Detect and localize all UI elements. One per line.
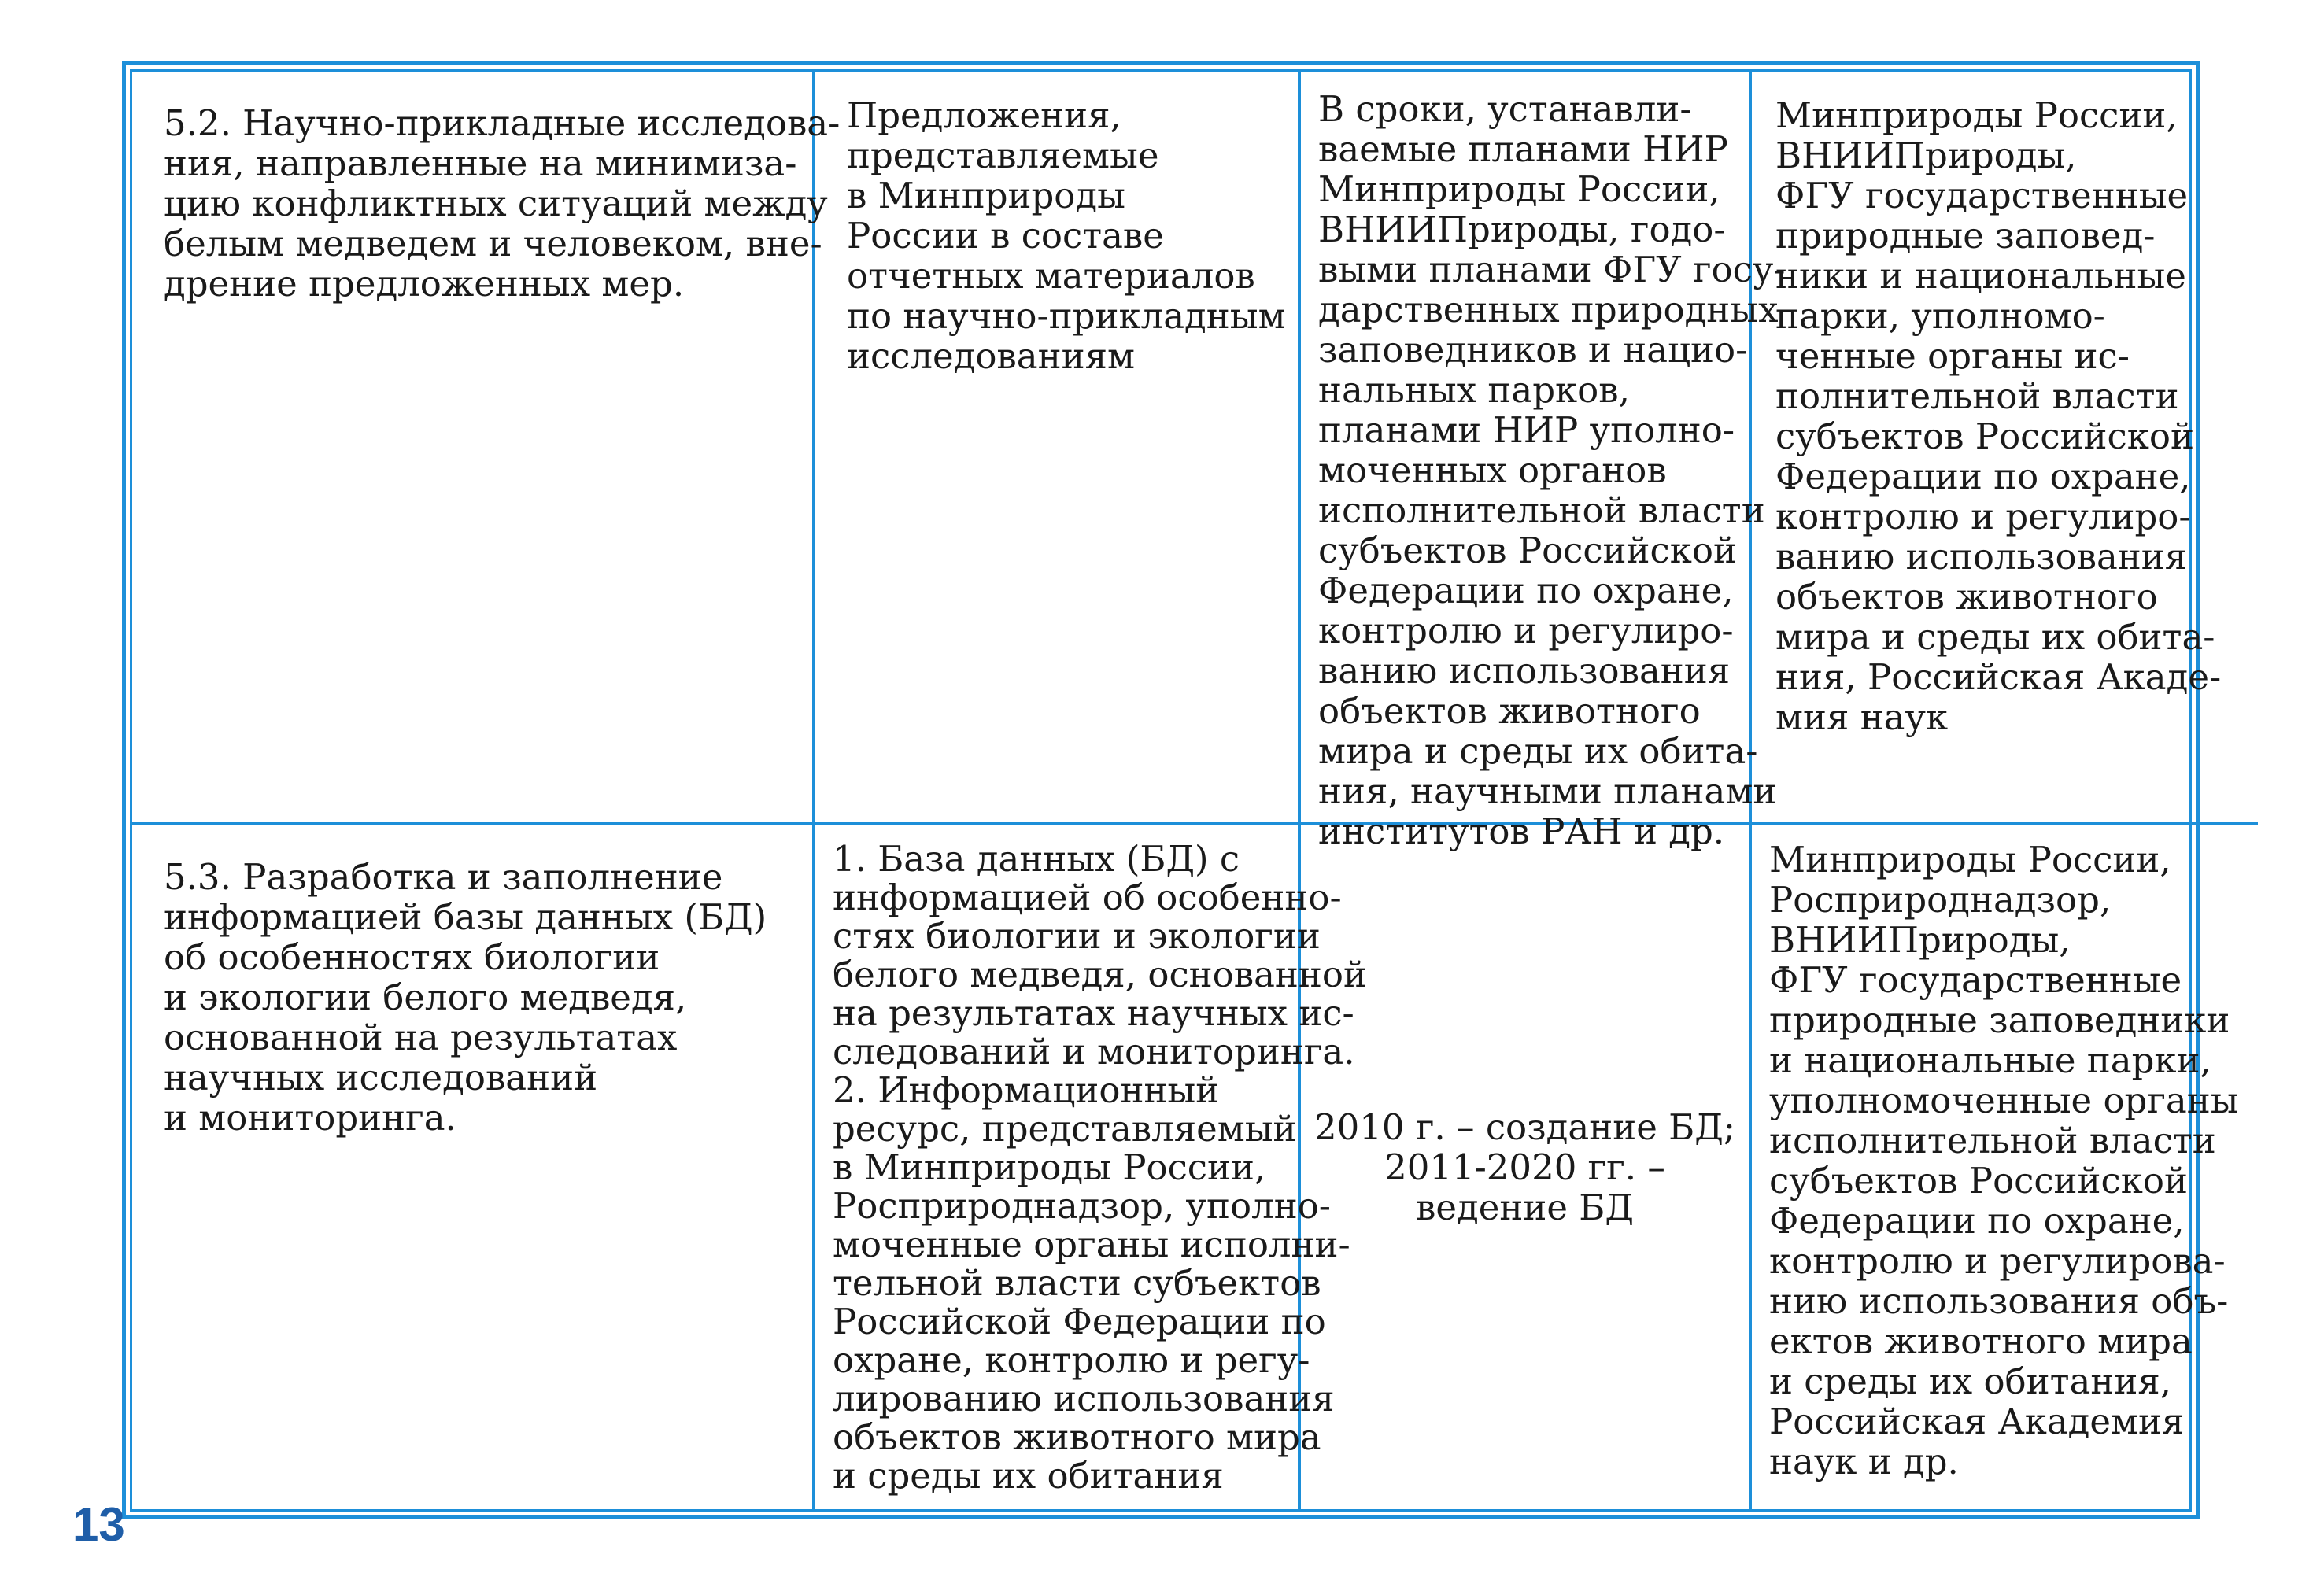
row-5-3-output-text: 1. База данных (БД) с информацией об особенно- стях биологии и экологии белого медведя, основанной на результатах научных ис- следований и мониторинга. 2. Информационный ресурс, представляемый в Минприроды России, Росприроднадзор, уполно- моченные органы исполни- тельной власти субъектов Российской Федерации по охране, контролю и регу- лированию использования объектов животного мира и среды их обитания [833, 838, 1367, 1497]
row-5-3-responsible-cell [1752, 825, 2258, 1509]
table-frame [122, 61, 2239, 1519]
row-5-2-output-cell [815, 72, 1301, 825]
row-5-3-deadline-cell [1301, 825, 1752, 1509]
row-5-3-task-cell [132, 825, 815, 1509]
row-5-3-responsible-text: Минприроды России, Росприроднадзор, ВНИИПрироды, ФГУ государственные природные заповедники и национальные парки, уполномоченные органы исполнительной власти субъектов Российской Федерации по охране, контролю и регулирова- нию использования объ- ектов животного мира и среды их обитания, Российская Академия наук и др. [1769, 839, 2239, 1482]
row-5-2-responsible-text: Минприроды России, ВНИИПрироды, ФГУ государственные природные заповед- ники и национальные парки, уполномо- ченные органы ис- полнительной власти субъектов Российской Федерации по охране, контролю и регулиро- ванию использования объектов животного мира и среды их обита- ния, Российская Акаде- мия наук [1775, 94, 2222, 738]
row-5-2-responsible-cell [1752, 72, 2258, 825]
row-5-3-task-text: 5.3. Разработка и заполнение информацией базы данных (БД) об особенностях биологии и экологии белого медведя, основанной на результатах научных исследований и мониторинга. [164, 856, 767, 1139]
row-5-2-deadline-text: В сроки, устанавли- ваемые планами НИР Минприроды России, ВНИИПрироды, годо- выми планами ФГУ госу- дарственных природных заповедников и нацио- нальных парков, планами НИР уполно- моченных органов исполнительной власти субъектов Российской Федерации по охране, контролю и регулиро- ванию использования объектов животного мира и среды их обита- ния, научными планами институтов РАН и др. [1318, 88, 1786, 852]
row-5-2-task-text: 5.2. Научно-прикладные исследова- ния, направленные на минимиза- цию конфликтных ситуаций между белым медведем и человеком, вне- дрение предложенных мер. [164, 102, 841, 305]
row-5-2-output-text: Предложения, представляемые в Минприроды России в составе отчетных материалов по научно-прикладным исследованиям [847, 94, 1286, 377]
row-5-3-output-cell [815, 825, 1367, 1509]
page-number: 13 [72, 1498, 125, 1551]
row-5-2-deadline-cell [1301, 72, 1786, 852]
measures-table [130, 69, 2239, 1512]
row-5-2-task-cell [132, 72, 841, 825]
row-5-3-deadline-text: 2010 г. – создание БД; 2011-2020 гг. – ведение БД [1314, 1106, 1735, 1228]
